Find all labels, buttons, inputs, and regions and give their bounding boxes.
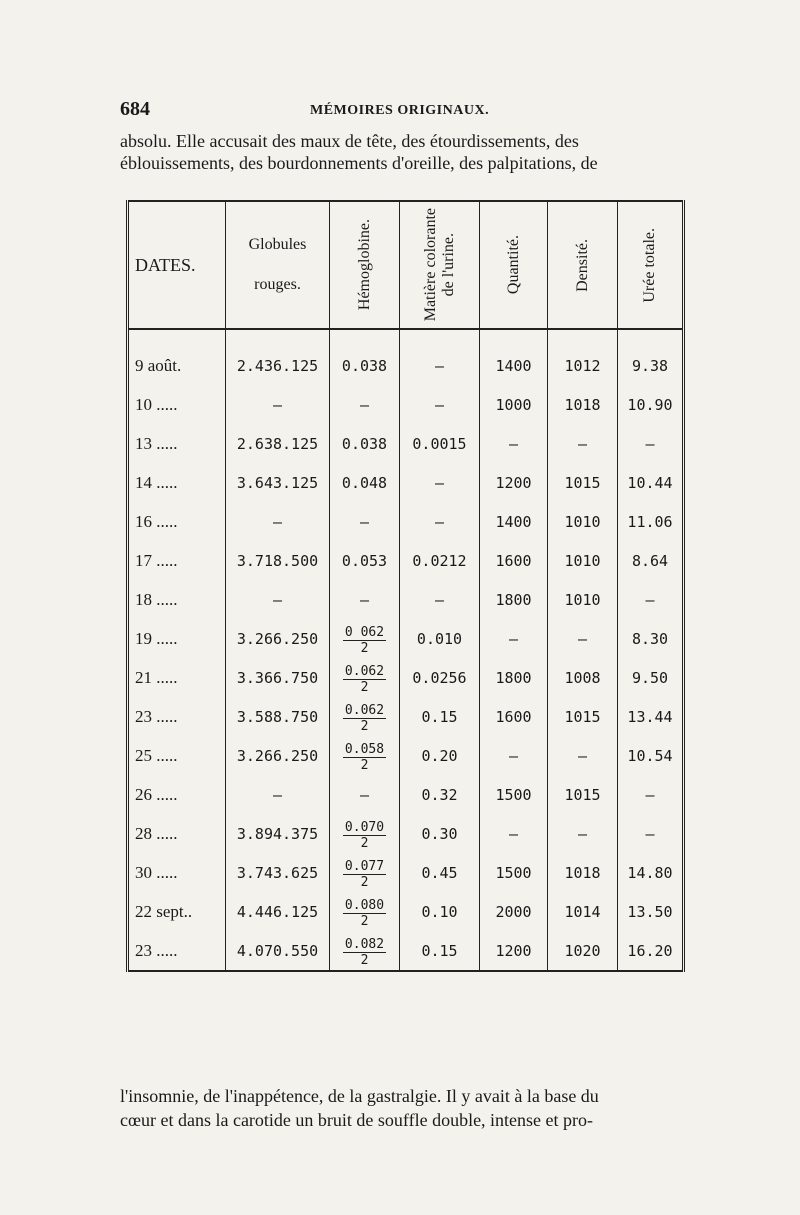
cell-quantite: — xyxy=(480,736,548,775)
cell-globules: — xyxy=(226,775,330,814)
header-label: Globules xyxy=(248,236,307,253)
cell-date: 17 ..... xyxy=(128,541,226,580)
fraction-numerator: 0 062 xyxy=(344,624,385,640)
cell-globules: — xyxy=(226,580,330,619)
cell-matiere-colorante: 0.30 xyxy=(400,814,480,853)
cell-densite: — xyxy=(548,619,618,658)
column-header-quantite xyxy=(480,201,548,329)
paragraph-top xyxy=(120,130,690,174)
cell-date: 26 ..... xyxy=(128,775,226,814)
cell-densite: 1018 xyxy=(548,385,618,424)
cell-date: 23 ..... xyxy=(128,931,226,971)
cell-date: 30 ..... xyxy=(128,853,226,892)
table-row xyxy=(128,541,684,580)
cell-hemoglobine xyxy=(330,658,400,697)
cell-quantite: — xyxy=(480,424,548,463)
cell-densite: 1010 xyxy=(548,502,618,541)
cell-hemoglobine xyxy=(330,931,400,971)
cell-uree: — xyxy=(645,434,655,453)
data-table xyxy=(126,200,685,972)
cell-date: 23 ..... xyxy=(128,697,226,736)
paragraph-bottom xyxy=(120,1084,695,1132)
table-row xyxy=(128,931,684,971)
table-row xyxy=(128,502,684,541)
cell-densite: — xyxy=(548,736,618,775)
column-header-globules xyxy=(226,201,330,329)
cell-uree: 14.80 xyxy=(627,863,673,882)
running-head xyxy=(120,98,690,128)
fraction-numerator: 0.058 xyxy=(344,741,385,757)
cell-hemoglobine: 0.038 xyxy=(330,346,400,385)
cell-globules: 3.643.125 xyxy=(226,463,330,502)
cell-globules: 3.718.500 xyxy=(226,541,330,580)
cell-densite: 1015 xyxy=(548,775,618,814)
header-title: MÉMOIRES ORIGINAUX. xyxy=(310,103,490,118)
cell-densite: 1010 xyxy=(548,541,618,580)
fraction xyxy=(343,703,386,734)
cell-hemoglobine xyxy=(330,814,400,853)
cell-matiere-colorante: — xyxy=(400,385,480,424)
fraction-denominator: 2 xyxy=(360,718,369,734)
header-label: de l'urine. xyxy=(439,233,457,297)
text-line: l'insomnie, de l'inappétence, de la gastralgie. Il y avait à la base du xyxy=(120,1086,599,1106)
cell-globules: 3.266.250 xyxy=(226,736,330,775)
cell-uree: 10.54 xyxy=(627,746,673,765)
fraction-denominator: 2 xyxy=(360,757,369,773)
header-label: Matière colorante xyxy=(421,208,439,322)
cell-date: 25 ..... xyxy=(128,736,226,775)
column-header-matiere-colorante xyxy=(400,201,480,329)
fraction-numerator: 0.082 xyxy=(344,936,385,952)
cell-date: 10 ..... xyxy=(128,385,226,424)
cell-densite: 1020 xyxy=(548,931,618,971)
cell-hemoglobine: — xyxy=(330,385,400,424)
cell-date: 28 ..... xyxy=(128,814,226,853)
fraction-denominator: 2 xyxy=(360,640,369,656)
cell-globules: 4.070.550 xyxy=(226,931,330,971)
cell-uree: 8.30 xyxy=(631,629,669,648)
cell-uree: 9.50 xyxy=(631,668,669,687)
fraction-numerator: 0.080 xyxy=(344,897,385,913)
cell-globules: 4.446.125 xyxy=(226,892,330,931)
page-number: 684 xyxy=(120,98,150,120)
header-label: Urée totale. xyxy=(641,227,658,303)
fraction-numerator: 0.077 xyxy=(344,858,385,874)
cell-globules: 3.266.250 xyxy=(226,619,330,658)
cell-globules: 3.366.750 xyxy=(226,658,330,697)
text-line: absolu. Elle accusait des maux de tête, des étourdissements, des xyxy=(120,131,579,151)
column-header-dates: DATES. xyxy=(128,201,226,329)
fraction xyxy=(343,820,386,851)
cell-uree: 13.50 xyxy=(627,902,673,921)
column-header-densite xyxy=(548,201,618,329)
cell-hemoglobine xyxy=(330,892,400,931)
cell-quantite: 1500 xyxy=(480,775,548,814)
cell-globules: 3.743.625 xyxy=(226,853,330,892)
cell-hemoglobine: 0.048 xyxy=(330,463,400,502)
cell-date: 13 ..... xyxy=(128,424,226,463)
cell-hemoglobine: — xyxy=(330,580,400,619)
cell-matiere-colorante: 0.15 xyxy=(400,931,480,971)
cell-globules: — xyxy=(226,385,330,424)
cell-globules: 3.894.375 xyxy=(226,814,330,853)
cell-densite: — xyxy=(548,814,618,853)
cell-densite: 1012 xyxy=(548,346,618,385)
cell-densite: 1018 xyxy=(548,853,618,892)
cell-quantite: 1600 xyxy=(480,697,548,736)
cell-densite: 1015 xyxy=(548,697,618,736)
fraction xyxy=(343,859,386,890)
fraction xyxy=(343,898,386,929)
fraction-denominator: 2 xyxy=(360,835,369,851)
cell-quantite: 1800 xyxy=(480,658,548,697)
cell-densite: 1008 xyxy=(548,658,618,697)
cell-matiere-colorante: 0.0015 xyxy=(400,424,480,463)
cell-uree: 9.38 xyxy=(631,356,669,375)
column-header-hemoglobine xyxy=(330,201,400,329)
cell-quantite: — xyxy=(480,814,548,853)
cell-uree: — xyxy=(645,785,655,804)
cell-hemoglobine: 0.038 xyxy=(330,424,400,463)
cell-date: 9 août. xyxy=(128,346,226,385)
table-row xyxy=(128,853,684,892)
cell-quantite: 1600 xyxy=(480,541,548,580)
cell-hemoglobine xyxy=(330,619,400,658)
text-line: cœur et dans la carotide un bruit de souffle double, intense et pro- xyxy=(120,1110,594,1130)
cell-matiere-colorante: — xyxy=(400,346,480,385)
cell-matiere-colorante: 0.45 xyxy=(400,853,480,892)
cell-uree: 10.90 xyxy=(627,395,673,414)
table-body xyxy=(128,329,684,971)
cell-uree: 13.44 xyxy=(627,707,673,726)
cell-uree: 10.44 xyxy=(627,473,673,492)
table-row xyxy=(128,892,684,931)
cell-uree: 11.06 xyxy=(627,512,673,531)
cell-densite: 1010 xyxy=(548,580,618,619)
cell-hemoglobine: — xyxy=(330,775,400,814)
fraction-numerator: 0.062 xyxy=(344,702,385,718)
cell-quantite: 1400 xyxy=(480,502,548,541)
fraction-numerator: 0.062 xyxy=(344,663,385,679)
cell-uree: — xyxy=(645,824,655,843)
cell-date: 18 ..... xyxy=(128,580,226,619)
cell-date: 14 ..... xyxy=(128,463,226,502)
header-label: Hémoglobine. xyxy=(355,219,373,311)
table-row xyxy=(128,619,684,658)
cell-matiere-colorante: 0.0256 xyxy=(400,658,480,697)
fraction-numerator: 0.070 xyxy=(344,819,385,835)
table-row xyxy=(128,463,684,502)
table-row xyxy=(128,697,684,736)
table-row xyxy=(128,775,684,814)
cell-matiere-colorante: 0.10 xyxy=(400,892,480,931)
cell-matiere-colorante: — xyxy=(400,580,480,619)
cell-date: 19 ..... xyxy=(128,619,226,658)
table-row xyxy=(128,580,684,619)
cell-matiere-colorante: — xyxy=(400,502,480,541)
cell-quantite: 1000 xyxy=(480,385,548,424)
table-row xyxy=(128,424,684,463)
cell-quantite: 1200 xyxy=(480,463,548,502)
fraction-denominator: 2 xyxy=(360,913,369,929)
cell-densite: 1015 xyxy=(548,463,618,502)
cell-matiere-colorante: 0.010 xyxy=(400,619,480,658)
text-line: éblouissements, des bourdonnements d'oreille, des palpitations, de xyxy=(120,153,598,173)
cell-matiere-colorante: 0.0212 xyxy=(400,541,480,580)
cell-quantite: 2000 xyxy=(480,892,548,931)
cell-hemoglobine xyxy=(330,736,400,775)
column-header-uree xyxy=(618,201,684,329)
header-label: rouges. xyxy=(254,276,301,293)
fraction xyxy=(343,664,386,695)
fraction xyxy=(343,625,386,656)
cell-quantite: 1500 xyxy=(480,853,548,892)
cell-globules: 2.638.125 xyxy=(226,424,330,463)
cell-densite: 1014 xyxy=(548,892,618,931)
cell-hemoglobine xyxy=(330,697,400,736)
cell-matiere-colorante: 0.15 xyxy=(400,697,480,736)
cell-uree: — xyxy=(645,590,655,609)
cell-densite: — xyxy=(548,424,618,463)
cell-globules: 3.588.750 xyxy=(226,697,330,736)
table-row xyxy=(128,385,684,424)
cell-date: 22 sept.. xyxy=(128,892,226,931)
cell-globules: 2.436.125 xyxy=(226,346,330,385)
table-row xyxy=(128,814,684,853)
table-row xyxy=(128,346,684,385)
cell-date: 21 ..... xyxy=(128,658,226,697)
cell-hemoglobine: 0.053 xyxy=(330,541,400,580)
cell-quantite: 1800 xyxy=(480,580,548,619)
cell-quantite: 1200 xyxy=(480,931,548,971)
fraction xyxy=(343,742,386,773)
cell-quantite: 1400 xyxy=(480,346,548,385)
cell-matiere-colorante: 0.32 xyxy=(400,775,480,814)
cell-quantite: — xyxy=(480,619,548,658)
fraction-denominator: 2 xyxy=(360,952,369,968)
cell-globules: — xyxy=(226,502,330,541)
fraction xyxy=(343,937,386,968)
cell-hemoglobine xyxy=(330,853,400,892)
header-label: Quantité. xyxy=(504,235,522,295)
cell-matiere-colorante: 0.20 xyxy=(400,736,480,775)
header-label: Densité. xyxy=(573,238,591,292)
cell-matiere-colorante: — xyxy=(400,463,480,502)
fraction-denominator: 2 xyxy=(360,679,369,695)
cell-uree: 8.64 xyxy=(631,551,669,570)
spacer-row xyxy=(128,329,684,346)
table-row xyxy=(128,736,684,775)
fraction-denominator: 2 xyxy=(360,874,369,890)
cell-uree: 16.20 xyxy=(618,931,684,971)
cell-date: 16 ..... xyxy=(128,502,226,541)
cell-hemoglobine: — xyxy=(330,502,400,541)
table-row xyxy=(128,658,684,697)
table-header-row xyxy=(128,201,684,329)
